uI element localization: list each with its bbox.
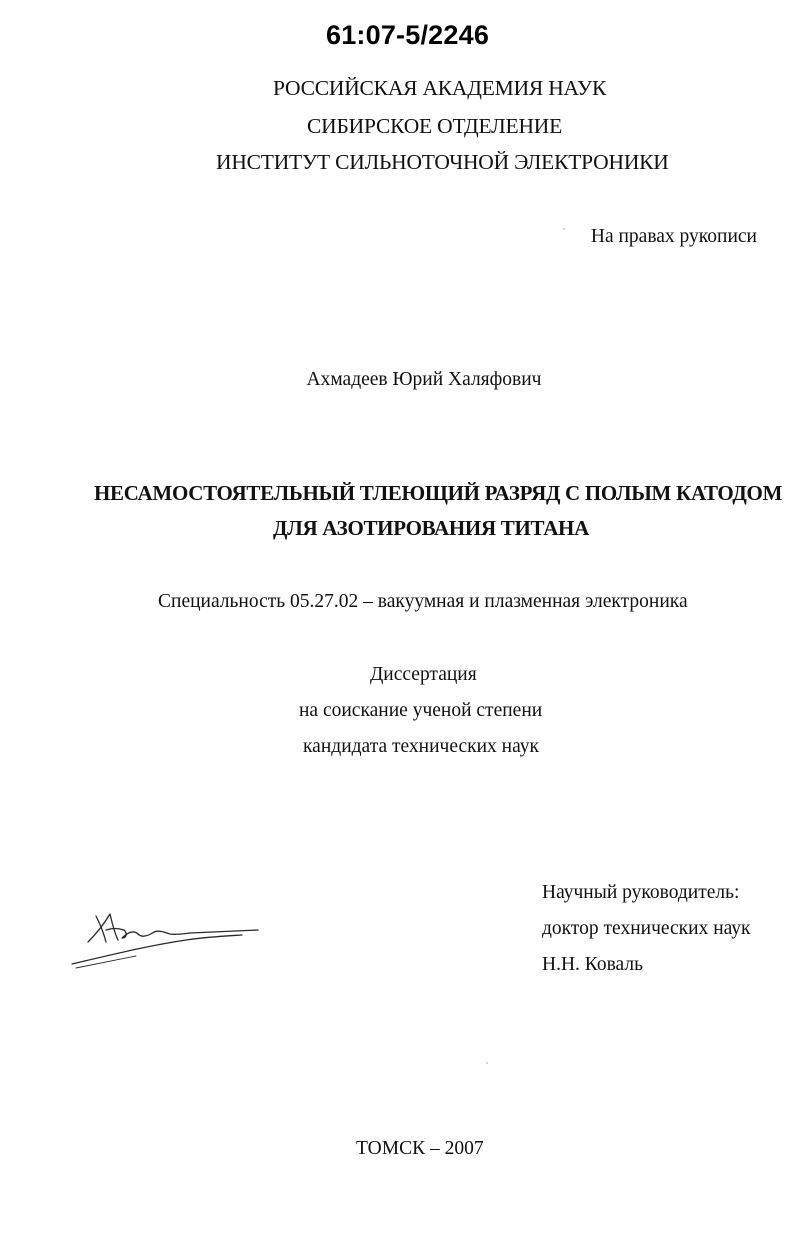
degree-level: кандидата технических наук bbox=[303, 736, 539, 757]
city-year: ТОМСК – 2007 bbox=[356, 1138, 484, 1159]
degree-purpose: на соискание ученой степени bbox=[299, 700, 543, 721]
thesis-title-line-2: ДЛЯ АЗОТИРОВАНИЯ ТИТАНА bbox=[273, 516, 589, 540]
scan-speck bbox=[486, 1062, 488, 1064]
specialty: Специальность 05.27.02 – вакуумная и плазменная электроника bbox=[158, 591, 688, 612]
rights-notice: На правах рукописи bbox=[590, 226, 757, 247]
supervisor-label: Научный руководитель: bbox=[542, 882, 740, 903]
degree-type: Диссертация bbox=[370, 664, 477, 685]
scan-speck bbox=[563, 228, 565, 230]
thesis-title-line-1: НЕСАМОСТОЯТЕЛЬНЫЙ ТЛЕЮЩИЙ РАЗРЯД С ПОЛЫМ КАТОДОМ bbox=[94, 481, 783, 505]
organization-branch: СИБИРСКОЕ ОТДЕЛЕНИЕ bbox=[307, 114, 563, 138]
handwritten-signature-icon bbox=[66, 904, 266, 974]
organization-academy: РОССИЙСКАЯ АКАДЕМИЯ НАУК bbox=[273, 76, 607, 100]
supervisor-degree: доктор технических наук bbox=[542, 918, 751, 939]
catalog-number: 61:07-5/2246 bbox=[326, 20, 490, 50]
supervisor-name: Н.Н. Коваль bbox=[542, 954, 643, 975]
organization-institute: ИНСТИТУТ СИЛЬНОТОЧНОЙ ЭЛЕКТРОНИКИ bbox=[216, 150, 669, 174]
author-name: Ахмадеев Юрий Халяфович bbox=[306, 369, 542, 390]
